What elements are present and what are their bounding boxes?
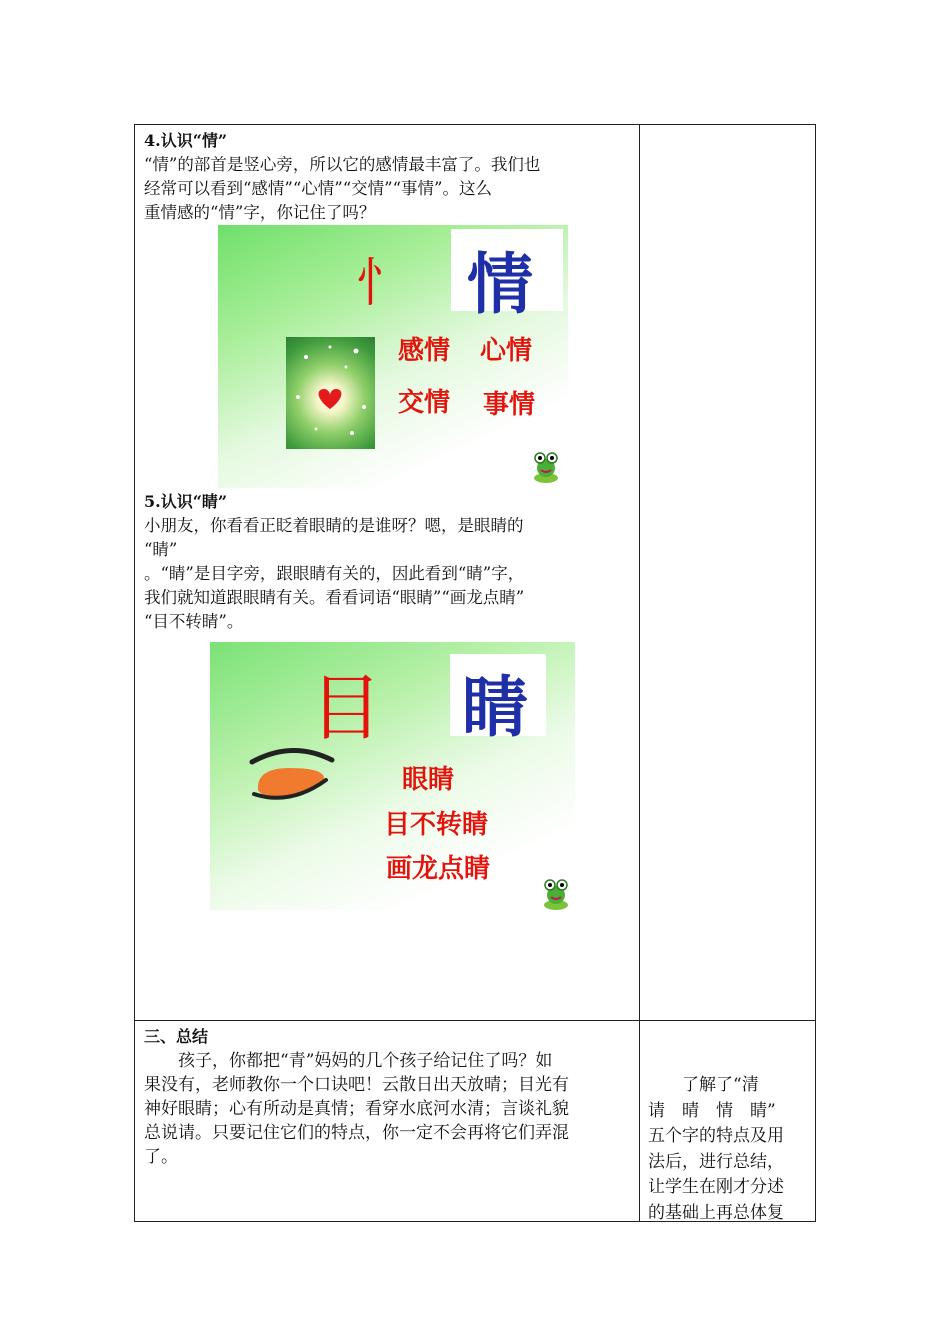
word-shiqing: 事情 <box>483 390 536 420</box>
paragraph-line: 重情感的“情”字，你记住了吗？ <box>144 203 376 222</box>
heart-icon <box>286 337 375 449</box>
teaching-note <box>648 1073 810 1226</box>
summary-cell <box>135 1021 640 1221</box>
notes-cell <box>640 1021 815 1221</box>
paragraph-line: 孩子，你都把“青”妈妈的几个孩子给记住了吗？如 <box>144 1051 553 1071</box>
section-heading: 4.认识“情” <box>144 131 228 150</box>
paragraph-line: 我们就知道跟眼睛有关。看看词语“眼睛”“画龙点睛” <box>144 588 525 607</box>
section5-text <box>144 490 634 634</box>
lesson-table <box>134 124 816 1222</box>
note-line: 法后，进行总结， <box>648 1151 784 1172</box>
note-line: 的基础上再总体复 <box>648 1202 784 1223</box>
note-line: 请 晴 情 睛” <box>648 1100 776 1121</box>
note-line: 五个字的特点及用 <box>648 1126 784 1146</box>
word-xinqing: 心情 <box>480 336 533 366</box>
paragraph-line: 小朋友，你看看正眨着眼睛的是谁呀？嗯，是眼睛的 <box>144 516 524 535</box>
char-box <box>450 654 546 746</box>
content-cell <box>135 125 640 1020</box>
notes-cell <box>640 125 815 1020</box>
radical-char: 目 <box>310 666 383 750</box>
section-heading: 三、总结 <box>144 1027 209 1046</box>
paragraph-line: 神好眼睛；心有所动是真情；看穿水底河水清；言谈礼貌 <box>144 1099 569 1119</box>
paragraph-line: 经常可以看到“感情”“心情”“交情”“事情”。这么 <box>144 179 492 198</box>
word-yanjing: 眼睛 <box>402 765 455 795</box>
main-char: 睛 <box>462 669 528 746</box>
paragraph-line: 。“睛”是目字旁，跟眼睛有关的，因此看到“睛”字， <box>144 564 525 583</box>
section-heading: 5.认识“睛” <box>144 492 228 511</box>
paragraph-line: “目不转睛”。 <box>144 612 244 631</box>
word-jiaoqing: 交情 <box>398 388 451 418</box>
table-row <box>135 1021 815 1221</box>
radical-char: 忄 <box>356 254 409 314</box>
frog-icon <box>530 450 562 484</box>
jing-slide-image <box>210 642 575 910</box>
note-line: 让学生在刚才分述 <box>648 1177 784 1197</box>
heart-photo <box>286 337 375 449</box>
paragraph-line: “情”的部首是竖心旁，所以它的感情最丰富了。我们也 <box>144 155 541 174</box>
qing-slide-image <box>218 225 568 488</box>
eye-icon <box>246 740 338 808</box>
paragraph-line: 果没有，老师教你一个口诀吧！云散日出天放晴；目光有 <box>144 1075 569 1095</box>
table-row <box>135 125 815 1021</box>
word-hualongdianjing: 画龙点睛 <box>386 854 491 884</box>
char-box <box>451 229 563 323</box>
note-line: 了解了“清 <box>648 1075 759 1095</box>
paragraph-line: “睛” <box>144 540 178 559</box>
main-char: 情 <box>467 246 533 323</box>
word-mubuzhuanjing: 目不转睛 <box>384 810 489 840</box>
frog-icon <box>540 877 572 910</box>
word-ganqing: 感情 <box>398 336 451 366</box>
paragraph-line: 总说请。只要记住它们的特点，你一定不会再将它们弄混 <box>144 1123 569 1143</box>
paragraph-line: 了。 <box>144 1147 178 1167</box>
